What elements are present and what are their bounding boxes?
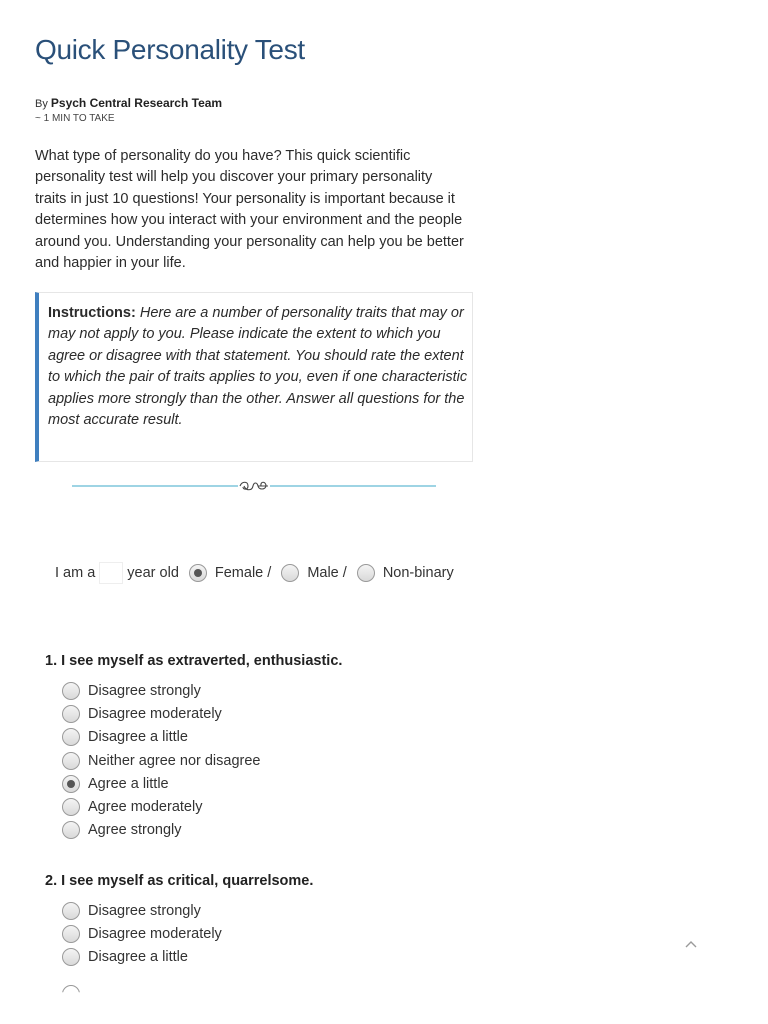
- answer-radio[interactable]: [62, 682, 80, 700]
- answer-label: Agree moderately: [88, 799, 203, 816]
- answer-label: Disagree moderately: [88, 925, 222, 942]
- ornament-divider-icon: [72, 478, 436, 494]
- answer-radio[interactable]: [62, 821, 80, 839]
- answer-label: Agree strongly: [88, 822, 182, 839]
- demographics-row: [55, 560, 454, 586]
- answer-radio[interactable]: [62, 705, 80, 723]
- gender-radio-female[interactable]: [189, 564, 207, 582]
- instructions-label: Instructions:: [48, 305, 136, 321]
- answer-label: Disagree a little: [88, 729, 188, 746]
- answer-option[interactable]: [62, 726, 261, 749]
- intro-text: What type of personality do you have? This quick scientific personality test will help you discover your primary personality traits in just 10 questions! Your personality is important because it determines how you interact with your environment and the people around you. Understanding your personality can help you be better and happier in your life.: [35, 148, 464, 272]
- answer-label: Agree a little: [88, 775, 169, 792]
- answer-option[interactable]: [62, 922, 222, 945]
- answer-radio[interactable]: [62, 728, 80, 746]
- age-suffix: year old: [127, 565, 179, 581]
- age-input[interactable]: [99, 562, 123, 584]
- gender-label-female: Female /: [214, 565, 272, 581]
- question-1-options: [62, 679, 261, 842]
- answer-radio[interactable]: [62, 752, 80, 770]
- answer-option[interactable]: [62, 749, 261, 772]
- answer-option[interactable]: [62, 679, 261, 702]
- duration-label: ~ 1 MIN TO TAKE: [35, 113, 115, 124]
- answer-label: Disagree moderately: [88, 705, 222, 722]
- answer-radio[interactable]: [62, 902, 80, 920]
- byline: [35, 96, 222, 110]
- instructions-box: [35, 292, 473, 462]
- answer-option[interactable]: [62, 795, 261, 818]
- answer-radio[interactable]: [62, 798, 80, 816]
- answer-label: Disagree a little: [88, 949, 188, 966]
- answer-label: Disagree strongly: [88, 682, 201, 699]
- answer-option[interactable]: [62, 702, 261, 725]
- question-2-text: 2. I see myself as critical, quarrelsome.: [45, 873, 314, 889]
- gender-radio-male[interactable]: [281, 564, 299, 582]
- question-1-text: 1. I see myself as extraverted, enthusiastic.: [45, 653, 343, 669]
- answer-option[interactable]: [62, 946, 222, 969]
- page-title: Quick Personality Test: [35, 34, 305, 65]
- age-prefix: I am a: [55, 565, 96, 581]
- gender-label-nonbinary: Non-binary: [382, 565, 454, 581]
- answer-option[interactable]: [62, 772, 261, 795]
- answer-option[interactable]: [62, 819, 261, 842]
- byline-prefix: By: [35, 98, 48, 110]
- gender-label-male: Male /: [307, 565, 347, 581]
- instructions-body: Here are a number of personality traits that may or may not apply to you. Please indicate the extent to which you agree or disagree with that statement. You should rate the extent to which the pair of traits applies to you, even if one characteristic applies more strongly than the other. Answer all questions for the most accurate result.: [48, 305, 468, 429]
- answer-option[interactable]: [62, 899, 222, 922]
- gender-radio-nonbinary[interactable]: [357, 564, 375, 582]
- answer-label: Disagree strongly: [88, 902, 201, 919]
- answer-radio[interactable]: [62, 925, 80, 943]
- author-link[interactable]: Psych Central Research Team: [50, 96, 223, 110]
- chevron-up-icon[interactable]: [682, 936, 700, 954]
- answer-radio[interactable]: [62, 775, 80, 793]
- question-2-options: [62, 899, 222, 969]
- answer-label: Neither agree nor disagree: [88, 752, 261, 769]
- answer-radio[interactable]: [62, 948, 80, 966]
- answer-radio-partial[interactable]: [62, 985, 80, 1003]
